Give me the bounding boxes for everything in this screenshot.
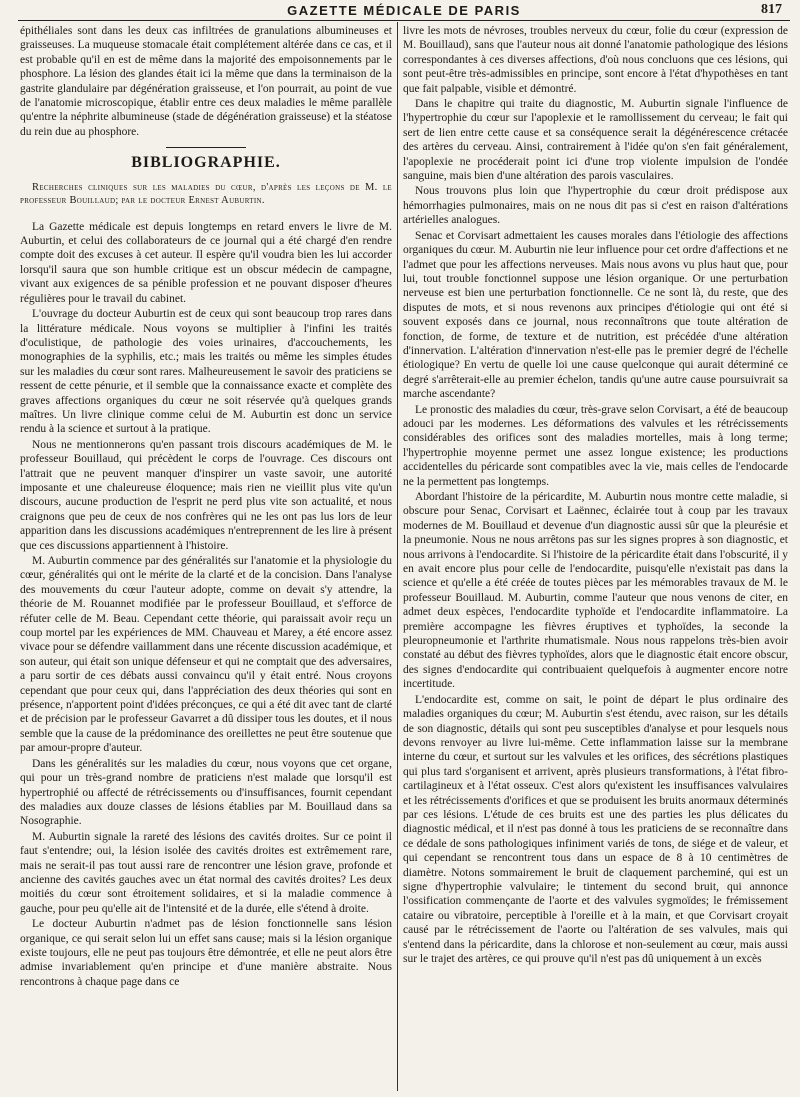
right-column xyxy=(403,24,788,1091)
paragraph: L'ouvrage du docteur Auburtin est de ceux qui sont beaucoup trop rares dans la littérature médicale. Nous voyons se multiplier à l'infini les traités d'oculistique, de pathologie des voies urinaires, d'accouchements, les monographies de la syphilis, etc.; mais les traités ou même les simples études sur les maladies du cœur sont rares. Malheureusement le savoir des praticiens se ressent de cette pénurie, et il semble que la connaissance exacte et complète des graves affections organiques du cœur ne soit réservée qu'à quelques grands maîtres. Un livre clinique comme celui de M. Auburtin est donc un service rendu à la science et surtout à la pratique. xyxy=(20,308,392,436)
paragraph: livre les mots de névroses, troubles nerveux du cœur, folie du cœur (expression de M. Bouillaud), sans que l'auteur nous ait donné l'anatomie pathologique des lésions correspondantes à ces diverses affections, d'où nous concluons que ces lésions, qui sont peut-être très-admissibles en principe, sont encore à l'état d'hypothèses en tant que fait palpable, visible et démontré. xyxy=(403,25,788,95)
paragraph: La Gazette médicale est depuis longtemps en retard envers le livre de M. Auburtin, et celui des collaborateurs de ce journal qui a été chargé d'en rendre compte doit des excuses à cet auteur. Il espère qu'il voudra bien les lui accorder lorsqu'il saura que son humble critique est un obscur médecin de campagne, vivant aux exigences de sa pénible profession et ne pouvant disposer d'heures régulières pour le travail du cabinet. xyxy=(20,220,392,305)
paragraph: L'endocardite est, comme on sait, le point de départ le plus ordinaire des maladies organiques du cœur; M. Auburtin s'est étendu, avec raison, sur les détails de son diagnostic, détails qui sont peu susceptibles d'analyse et pour lesquels nous devons renvoyer au livre lui-même. Cette inflammation laisse sur la membrane interne du cœur, et surtout sur les valvules et les orifices, des sécrétions plastiques qui plus tard s'organisent et arrivent, après plusieurs transformations, à l'état fibro-cartilagineux et à l'état osseux. C'est alors qu'existent les insuffisances valvulaires et les rétrécissements d'orifices et que se produisent les bruits anormaux déterminés par ces lésions. L'étude de ces bruits est une des parties les plus délicates du diagnostic médical, et il n'est pas donné à tous les praticiens de se reconnaître dans ce dédale de sons pathologiques infiniment variés de tons, de siége et de valeur, et qui cependant se rencontrent tous dans un espace de 8 à 10 centimètres de diamètre. Notons sommairement le bruit de claquement parcheminé, qui est un signe d'hypertrophie valvulaire; le tintement du second bruit, qui annonce l'ossification commençante de l'aorte et des valvules sygmoïdes; le frémissement cataire ou vibratoire, perceptible à l'oreille et à la main, et que Corvisart croyait causé par le rétrécissement de l'aorte ou l'altération de ses valvules, mais qui s'entend dans la péricardite, dans la chlorose et non-seulement au cœur, mais aussi sur le trajet des artères, ce qui prouve qu'il n'est pas dû uniquement à un excès xyxy=(403,693,788,965)
section-rule xyxy=(166,147,246,148)
page-header xyxy=(18,2,790,21)
left-column xyxy=(20,24,392,1091)
paragraph: Dans le chapitre qui traite du diagnostic, M. Auburtin signale l'influence de l'hypertrophie du cœur sur l'apoplexie et le ramollissement du cerveau; le fait qui sert de lien entre cette cause et sa conséquence serait la dégénérescence crétacée des artères du cerveau. Ainsi, contrairement à l'idée qu'on s'en fait généralement, l'apoplexie ne procéderait point ici d'une trop violente impulsion de l'ondée sanguine, mais bien d'une altération des parois vasculaires. xyxy=(403,98,788,183)
paragraph: Nous ne mentionnerons qu'en passant trois discours académiques de M. le professeur Bouillaud, qui précèdent le corps de l'ouvrage. Ces discours ont l'attrait que ne peuvent manquer d'inspirer un vaste savoir, une autorité imposante et une chaleureuse éloquence; mais rien ne vieillit plus vite qu'un discours, aucune production de l'esprit ne perd plus vite son actualité, et nous craignons que peu de ceux de nos confrères qui ne les ont pas lus lors de leur apparition dans les discussions académiques n'entreprennent de les lire à présent que ces discussions appartiennent à l'histoire. xyxy=(20,438,392,552)
review-subtitle: Recherches cliniques sur les maladies du cœur, d'après les leçons de M. le professeur Bouillaud; par le docteur Ernest Auburtin. xyxy=(20,181,392,207)
paragraph: Abordant l'histoire de la péricardite, M. Auburtin nous montre cette maladie, si obscure pour Senac, Corvisart et Laënnec, éclairée tout à coup par les travaux modernes de M. Bouillaud et devenue d'un diagnostic aussi sûr que la pleurésie et la pneumonie. Nous ne nous arrêtons pas sur les signes propres à son diagnostic, et nous arrivons à l'endocardite. Si l'histoire de la péricardite était dans l'obscurité, il y en avait encore plus pour celle de l'endocardite, puisqu'elle n'existait pas dans la science et qu'elle a été créée de toutes pièces par les mémorables travaux de M. le professeur Bouillaud. M. Auburtin, comme l'auteur que nous venons de citer, en admet deux espèces, l'endocardite typhoïde et l'endocardite inflammatoire. La première accompagne les fièvres éruptives et typhoïdes, la seconde la pleuropneumonie et l'arthrite rhumatismale. Nous nous rappelons très-bien avoir constaté au début des fièvres typhoïdes, alors que le diagnostic était encore obscur, des signes d'endocardite qui contribuaient quelquefois à augmenter encore notre incertitude. xyxy=(403,491,788,691)
column-divider xyxy=(397,22,398,1091)
paragraph: Senac et Corvisart admettaient les causes morales dans l'étiologie des affections organiques du cœur. M. Auburtin nie leur influence pour cet ordre d'affections et ne l'admet que pour les affections nerveuses. Mais nous avons vu plus haut que, pour lui, tout trouble fonctionnel suppose une lésion organique. Or une perturbation nerveuse est bien une perturbation fonctionnelle. Ce ne sont là, du reste, que des disputes de mots, et si nous revenons aux principes d'étiologie qui ont été si souvent exposés dans ce journal, nous reconnaîtrons que toute altération de fonction, de forme, de texture et de nutrition, est précédée d'une altération d'innervation. L'altération d'innervation n'est-elle pas le premier degré de l'échelle étiologique? En vertu de quelle loi une cause quelconque qui aurait déterminé ce degré s'arrêterait-elle au premier échelon, tandis qu'une autre cause poursuivrait sa marche ascendante? xyxy=(403,229,788,401)
section-title: BIBLIOGRAPHIE. xyxy=(131,154,281,172)
paragraph: Le pronostic des maladies du cœur, très-grave selon Corvisart, a été de beaucoup adouci par les modernes. Les déformations des valvules et les rétrécissements considérables des orifices sont des maladies mortelles, mais à long terme; l'hypertrophie moyenne permet une assez longue existence; les productions accidentelles du péricarde sont compatibles avec la vie, mais celles de l'endocarde ne la permettent pas longtemps. xyxy=(403,403,788,488)
paragraph: Le docteur Auburtin n'admet pas de lésion fonctionnelle sans lésion organique, ce qui serait selon lui un effet sans cause; mais si la lésion organique existe toujours, elle ne peut pas toujours être démontrée, et elle ne peut alors être admise invariablement qu'en principe et d'une manière abstraite. Nous rencontrons à chaque page dans ce xyxy=(20,918,392,988)
paragraph: Nous trouvons plus loin que l'hypertrophie du cœur droit prédispose aux hémorrhagies pulmonaires, mais on ne nous dit pas si c'est en raison d'altérations artérielles analogues. xyxy=(403,185,788,227)
intro-paragraph: épithéliales sont dans les deux cas infiltrées de granulations albumineuses et graisseuses. La muqueuse stomacale était complétement altérée dans ce cas, et il est probable qu'il en est de même dans la majorité des empoisonnements par le phosphore. La lésion des glandes était ici la même que dans la terminaison de la gastrite glandulaire par dégénération graisseuse, et l'on pourrait, au point de vue de l'anatomie microscopique, établir entre ces deux maladies le même parallèle qu'entre la néphrite albumineuse (stade de dégénération graisseuse) et la stéatose du rein due au phosphore. xyxy=(20,25,392,138)
paragraph: M. Auburtin commence par des généralités sur l'anatomie et la physiologie du cœur, généralités qui ont le mérite de la clarté et de la concision. Dans l'analyse des mouvements du cœur l'auteur adopte, comme on devait s'y attendre, la théorie de M. Rouannet modifiée par le professeur Bouillaud, et s'efforce de réfuter celle de M. Beau. Cependant cette théorie, qui paraissait avoir reçu un coup mortel par les expériences de MM. Chauveau et Marey, a été encore assez vivace pour se défendre vaillamment dans une récente discussion académique, et son auteur, qui était son unique défenseur et qui ne comptait que des adversaires, a paru sortir de ces débats aussi convaincu qu'il y était entré. Nous croyons cependant que pour ceux qui, dans l'appréciation des deux théories qui sont en présence, n'apportent point d'idées préconçues, ce qui a été dit avec tant de clarté et de précision par le professeur Gavarret a dû dissiper tous les doutes, et il nous semble que la cause de la prédominance des oreillettes ne peut être soutenue que par amour-propre d'auteur. xyxy=(20,555,392,755)
journal-title: GAZETTE MÉDICALE DE PARIS xyxy=(287,3,521,18)
paragraph: Dans les généralités sur les maladies du cœur, nous voyons que cet organe, qui pour un très-grand nombre de praticiens n'est malade que lorsqu'il est hypertrophié ou affecté de rétrécissements ou d'insuffisances, fournit cependant des maladies aux douze classes de lésions établies par M. Bouillaud dans sa Nosographie. xyxy=(20,757,392,828)
page-number: 817 xyxy=(761,2,782,17)
paragraph: M. Auburtin signale la rareté des lésions des cavités droites. Sur ce point il faut s'entendre; oui, la lésion isolée des cavités droites est extrêmement rare, mais ne serait-il pas tout aussi rare de rencontrer une lésion grave, profonde et ancienne des cavités gauches avec un état normal des cavités droites? Les deux moitiés du cœur sont étroitement solidaires, et si la maladie commence à gauche, pour peu qu'elle ait de l'intensité et de la durée, elle s'étend à droite. xyxy=(20,830,392,915)
